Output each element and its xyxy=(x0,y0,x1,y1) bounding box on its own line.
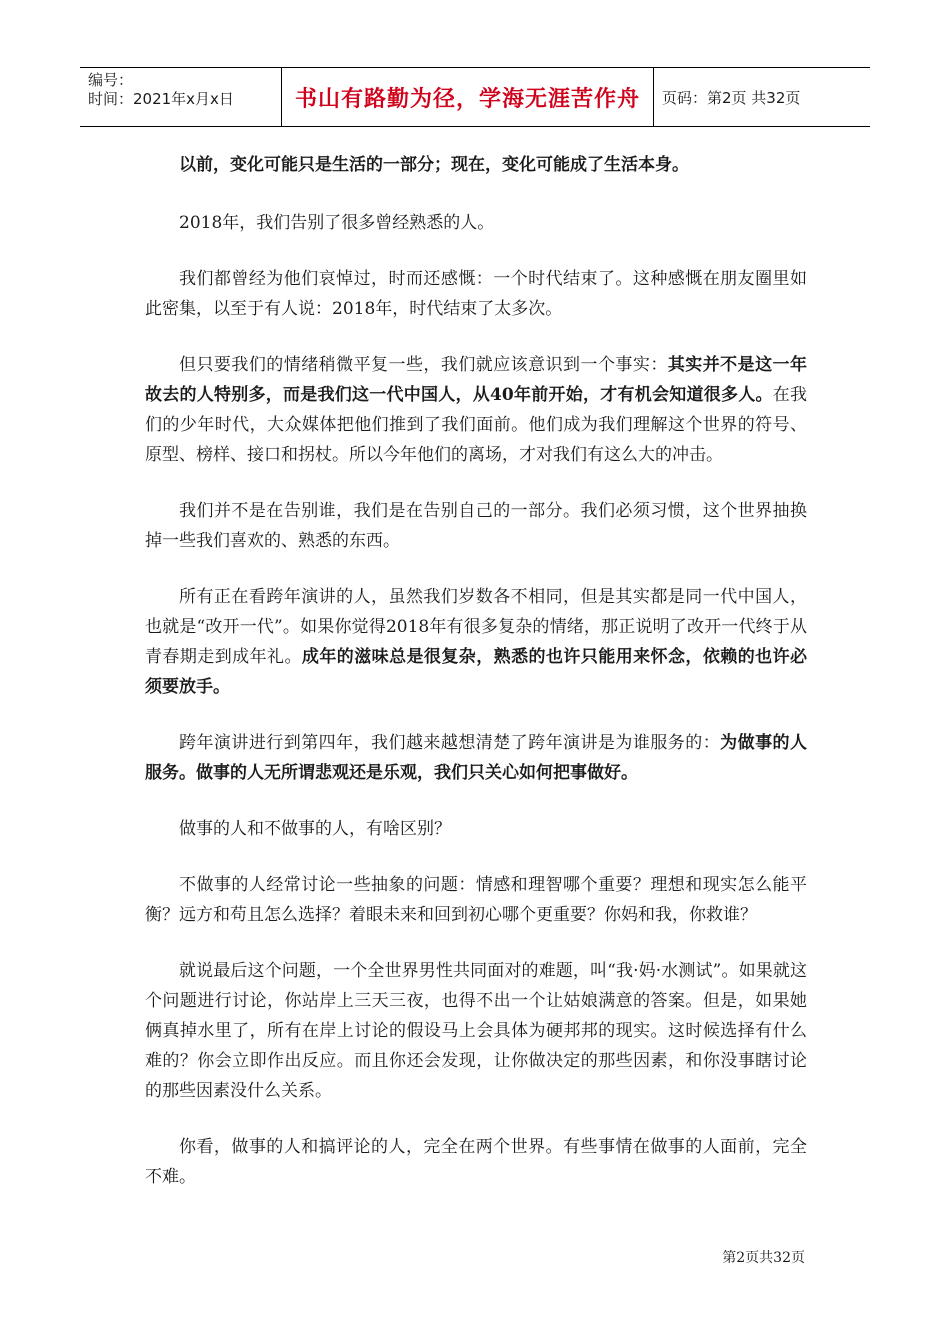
text-segment: 不做事的人经常讨论一些抽象的问题：情感和理智哪个重要？理想和现实怎么能平衡？远方和苟且怎么选择？着眼未来和回到初心哪个更重要？你妈和我，你救谁？ xyxy=(145,875,807,925)
paragraph xyxy=(145,728,807,788)
text-segment: 跨年演讲进行到第四年，我们越来越想清楚了跨年演讲是为谁服务的： xyxy=(179,733,721,753)
paragraph xyxy=(145,264,807,324)
paragraph xyxy=(145,350,807,470)
text-segment: 但只要我们的情绪稍微平复一些，我们就应该意识到一个事实： xyxy=(179,355,668,375)
paragraph xyxy=(145,956,807,1106)
page-footer: 第2页共32页 xyxy=(722,1250,805,1266)
page-header xyxy=(80,67,870,127)
text-segment: 所有正在看跨年演讲的人，虽然我们岁数各不相同，但是其实都是同一代中国人，也就是“改开一代”。如果你觉得2018年有很多复杂的情绪，那正说明了改开一代终于从青春期走到成年礼。 xyxy=(145,587,807,667)
text-segment: 做事的人和不做事的人，有啥区别？ xyxy=(179,819,451,839)
text-segment: 我们都曾经为他们哀悼过，时而还感慨：一个时代结束了。这种感慨在朋友圈里如此密集，以至于有人说：2018年，时代结束了太多次。 xyxy=(145,269,807,319)
text-segment: 2018年，我们告别了很多曾经熟悉的人。 xyxy=(179,213,495,233)
text-segment: 我们并不是在告别谁，我们是在告别自己的一部分。我们必须习惯，这个世界抽换掉一些我们喜欢的、熟悉的东西。 xyxy=(145,501,807,551)
header-page-number: 页码：第2页 共32页 xyxy=(662,88,801,107)
document-time-label: 时间：2021年x月x日 xyxy=(88,90,234,108)
text-segment: 在我们的少年时代，大众媒体把他们推到了我们面前。他们成为我们理解这个世界的符号、原型、榜样、接口和拐杖。所以今年他们的离场，才对我们有这么大的冲击。 xyxy=(145,385,808,465)
document-body xyxy=(145,150,807,1218)
text-segment: 你看，做事的人和搞评论的人，完全在两个世界。有些事情在做事的人面前，完全不难。 xyxy=(145,1137,807,1187)
bold-text: 为做事的人服务。做事的人无所谓悲观还是乐观，我们只关心如何把事做好。 xyxy=(145,733,808,783)
paragraph xyxy=(145,814,807,844)
header-info xyxy=(80,68,282,126)
bold-text: 成年的滋味总是很复杂，熟悉的也许只能用来怀念，依赖的也许必须要放手。 xyxy=(145,647,808,697)
bold-text: 其实并不是这一年故去的人特别多，而是我们这一代中国人，从40年前开始，才有机会知道很多人。 xyxy=(145,355,808,405)
bold-text: 以前，变化可能只是生活的一部分；现在，变化可能成了生活本身。 xyxy=(179,155,689,175)
paragraph xyxy=(145,150,807,180)
paragraph xyxy=(145,208,807,238)
text-segment: 就说最后这个问题，一个全世界男性共同面对的难题，叫“我·妈·水测试”。如果就这个问题进行讨论，你站岸上三天三夜，也得不出一个让姑娘满意的答案。但是，如果她俩真掉水里了，所有在岸上讨论的假设马上会具体为硬邦邦的现实。这时候选择有什么难的？你会立即作出反应。而且你还会发现，让你做决定的那些因素，和你没事瞎讨论的那些因素没什么关系。 xyxy=(145,961,807,1101)
paragraph xyxy=(145,1132,807,1192)
header-motto: 书山有路勤为径，学海无涯苦作舟 xyxy=(282,68,654,126)
paragraph xyxy=(145,496,807,556)
paragraph xyxy=(145,582,807,702)
paragraph xyxy=(145,870,807,930)
document-number-label: 编号： xyxy=(88,71,134,89)
